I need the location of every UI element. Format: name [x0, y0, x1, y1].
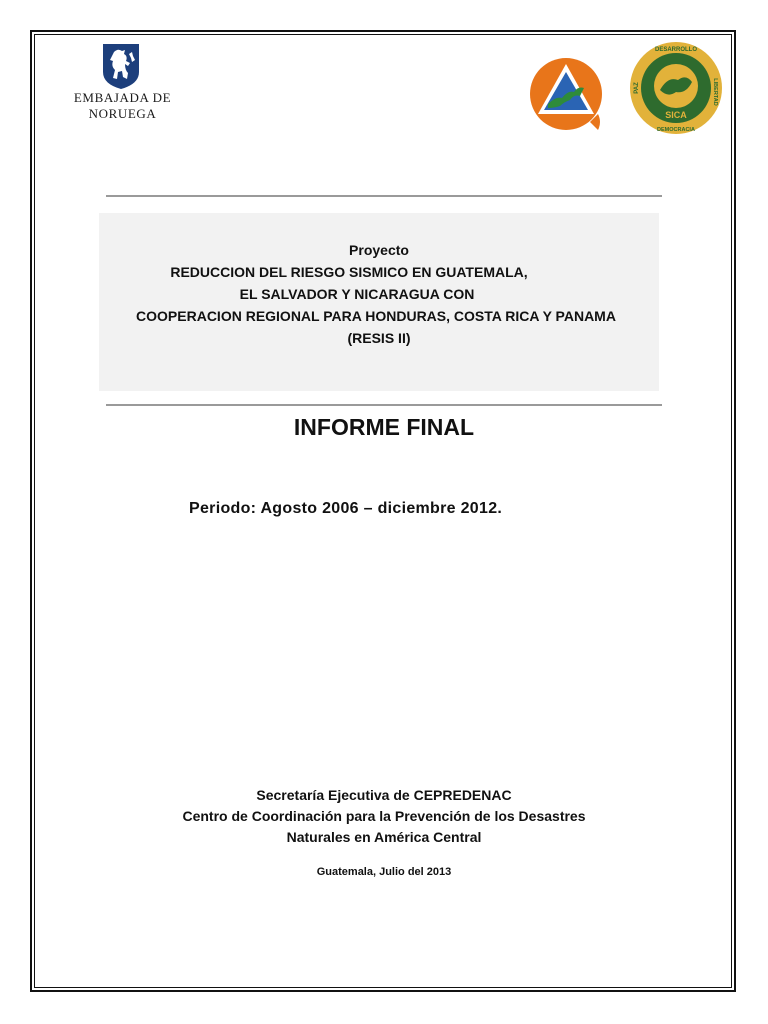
- norway-lion-emblem-icon: [101, 42, 141, 90]
- organization-line-2: Centro de Coordinación para la Prevención de los Desastres: [182, 808, 586, 824]
- svg-text:PAZ: [634, 82, 640, 94]
- project-title-line-2: EL SALVADOR Y NICARAGUA CON: [239, 286, 475, 302]
- sica-logo-text: SICA: [665, 110, 687, 120]
- project-label: Proyecto: [349, 242, 409, 258]
- svg-text:SICA: [665, 110, 687, 120]
- cepredenac-logo-icon: [528, 52, 608, 136]
- place-date: Guatemala, Julio del 2013: [316, 866, 452, 878]
- sica-logo-icon: [628, 40, 724, 136]
- report-title: INFORME FINAL: [293, 414, 475, 440]
- svg-text:DEMOCRACIA: [657, 127, 695, 133]
- project-title-line-3: COOPERACION REGIONAL PARA HONDURAS, COSTA RICA Y PANAMA: [136, 308, 616, 324]
- svg-text:LIBERTAD: [712, 78, 718, 105]
- project-title-box: [99, 213, 659, 391]
- sica-ring-word-bottom: DEMOCRACIA: [657, 127, 695, 133]
- divider-top: [106, 195, 662, 197]
- svg-text:DESARROLLO: [655, 47, 697, 53]
- norway-embassy-name: EMBAJADA DE NORUEGA: [73, 90, 172, 121]
- norway-embassy-logo: [40, 42, 205, 121]
- organization-line-1: Secretaría Ejecutiva de CEPREDENAC: [256, 787, 512, 803]
- project-title-line-4: (RESIS II): [347, 330, 411, 346]
- divider-bottom: [106, 404, 662, 406]
- sica-ring-word-top: DESARROLLO: [655, 47, 697, 53]
- sica-ring-word-right: LIBERTAD: [712, 78, 718, 106]
- sica-ring-word-left: PAZ: [634, 82, 640, 94]
- report-period: Periodo: Agosto 2006 – diciembre 2012.: [189, 500, 503, 517]
- organization-block: [0, 785, 768, 848]
- project-title-line-1: REDUCCION DEL RIESGO SISMICO EN GUATEMALA,: [170, 264, 528, 280]
- organization-line-3: Naturales en América Central: [286, 829, 482, 845]
- project-title-block: [99, 239, 659, 349]
